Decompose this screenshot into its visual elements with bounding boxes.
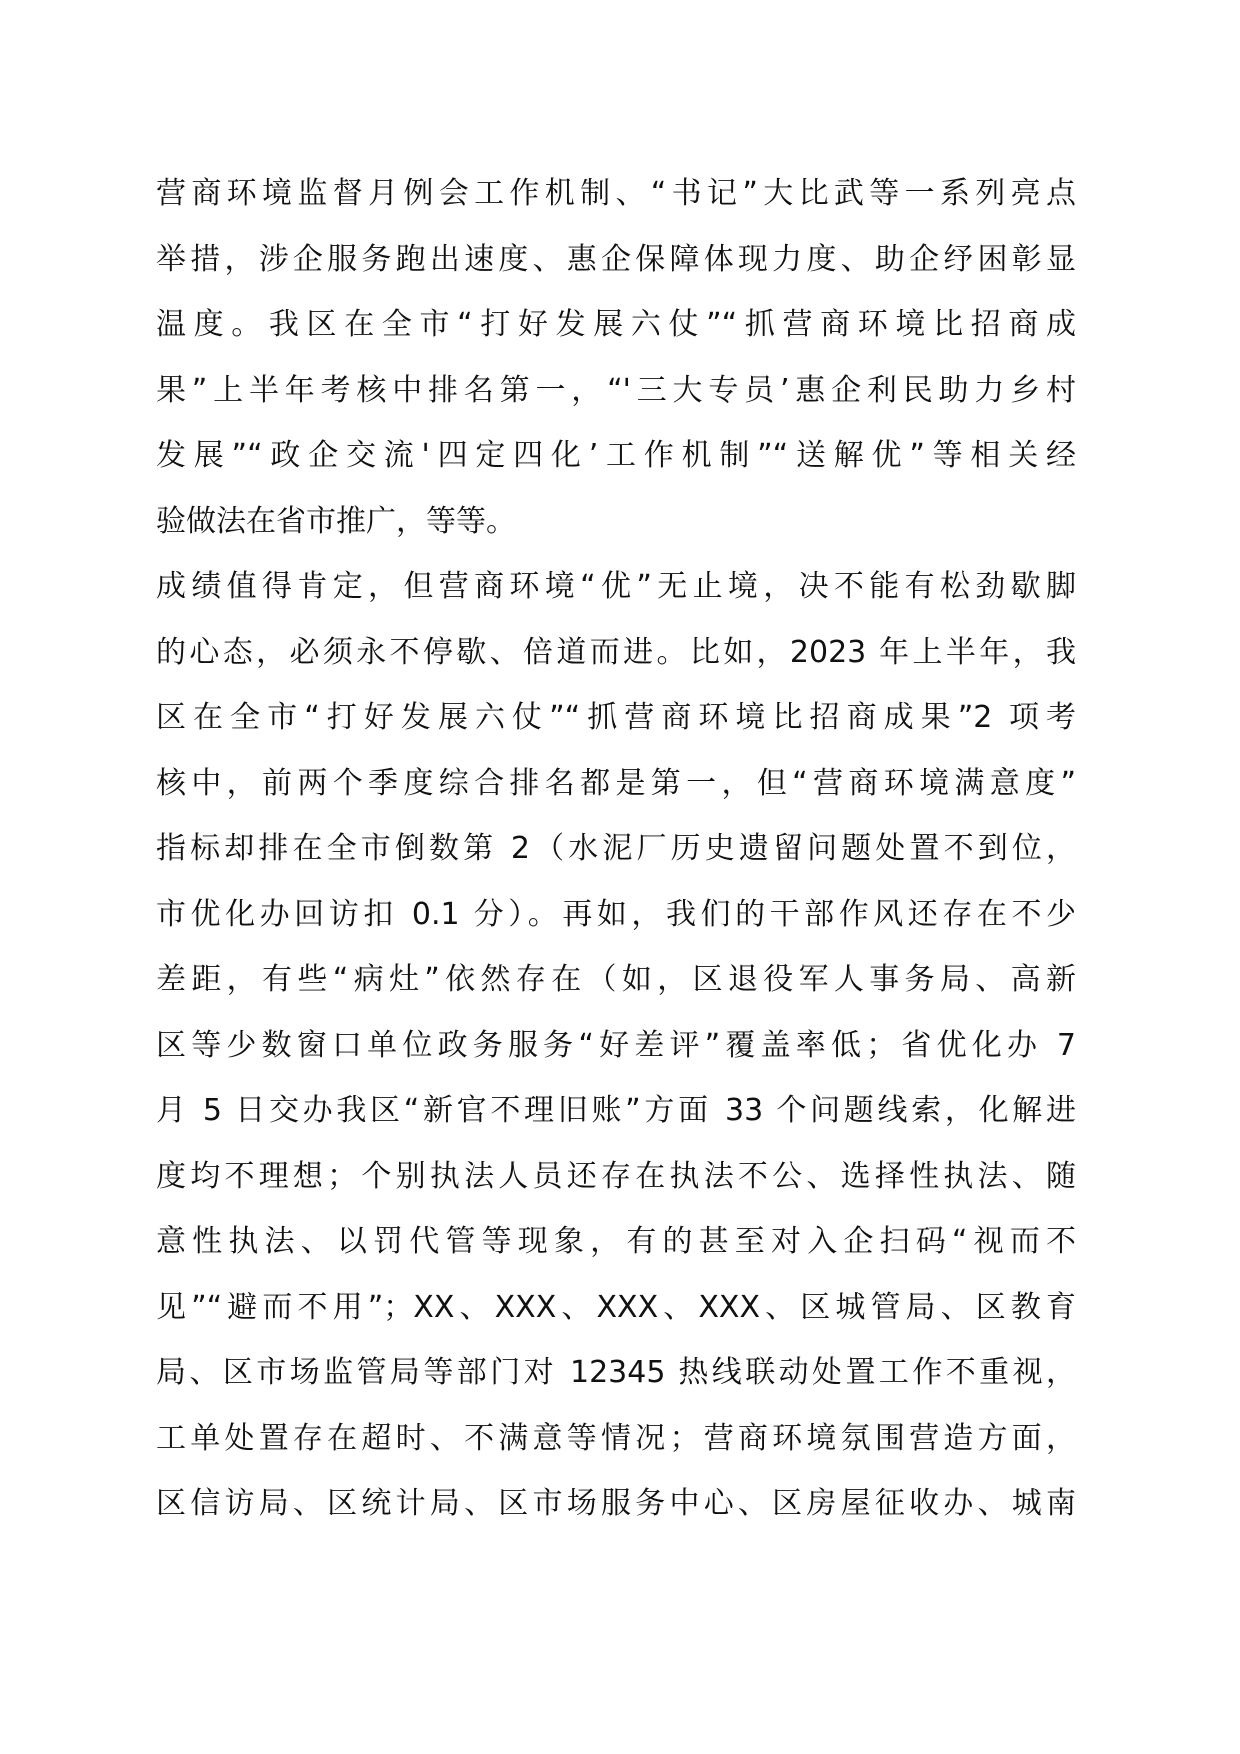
text-line: 温度。我区在全市“打好发展六仗”“抓营商环境比招商成: [156, 307, 1076, 342]
text-line: 的心态，必须永不停歇、倍道而进。比如，2023 年上半年，我: [156, 634, 1076, 670]
text-line: 指标却排在全市倒数第 2（水泥厂历史遗留问题处置不到位，: [156, 831, 1076, 866]
text-line: 月 5 日交办我区“新官不理旧账”方面 33 个问题线索，化解进: [156, 1093, 1076, 1128]
text-line: 成绩值得肯定，但营商环境“优”无止境，决不能有松劲歇脚: [156, 569, 1076, 604]
text-line: 差距，有些“病灶”依然存在（如，区退役军人事务局、高新: [156, 962, 1076, 997]
text-line: 度均不理想；个别执法人员还存在执法不公、选择性执法、随: [156, 1158, 1076, 1194]
text-line: 果”上半年考核中排名第一，“'三大专员’惠企利民助力乡村: [156, 372, 1076, 408]
text-line: 发展”“政企交流'四定四化’工作机制”“送解优”等相关经: [156, 438, 1076, 473]
text-line: 举措，涉企服务跑出速度、惠企保障体现力度、助企纾困彰显: [156, 241, 1076, 277]
text-line: 市优化办回访扣 0.1 分）。再如，我们的干部作风还存在不少: [156, 896, 1076, 932]
text-line: 意性执法、以罚代管等现象，有的甚至对入企扫码“视而不: [156, 1224, 1076, 1259]
text-line: 局、区市场监管局等部门对 12345 热线联动处置工作不重视，: [156, 1355, 1076, 1390]
text-line: 区信访局、区统计局、区市场服务中心、区房屋征收办、城南: [156, 1486, 1076, 1521]
text-line: 核中，前两个季度综合排名都是第一，但“营商环境满意度”: [156, 765, 1076, 801]
text-line: 工单处置存在超时、不满意等情况；营商环境氛围营造方面，: [156, 1420, 1076, 1456]
text-line: 见”“避而不用”；XX、XXX、XXX、XXX、区城管局、区教育: [156, 1289, 1076, 1325]
body-text: [156, 161, 1076, 1537]
text-line: 区在全市“打好发展六仗”“抓营商环境比招商成果”2 项考: [156, 700, 1076, 735]
text-line: 营商环境监督月例会工作机制、“书记”大比武等一系列亮点: [156, 176, 1076, 211]
text-line: 区等少数窗口单位政务服务“好差评”覆盖率低；省优化办 7: [156, 1027, 1076, 1063]
text-line: 验做法在省市推广，等等。: [156, 503, 516, 539]
